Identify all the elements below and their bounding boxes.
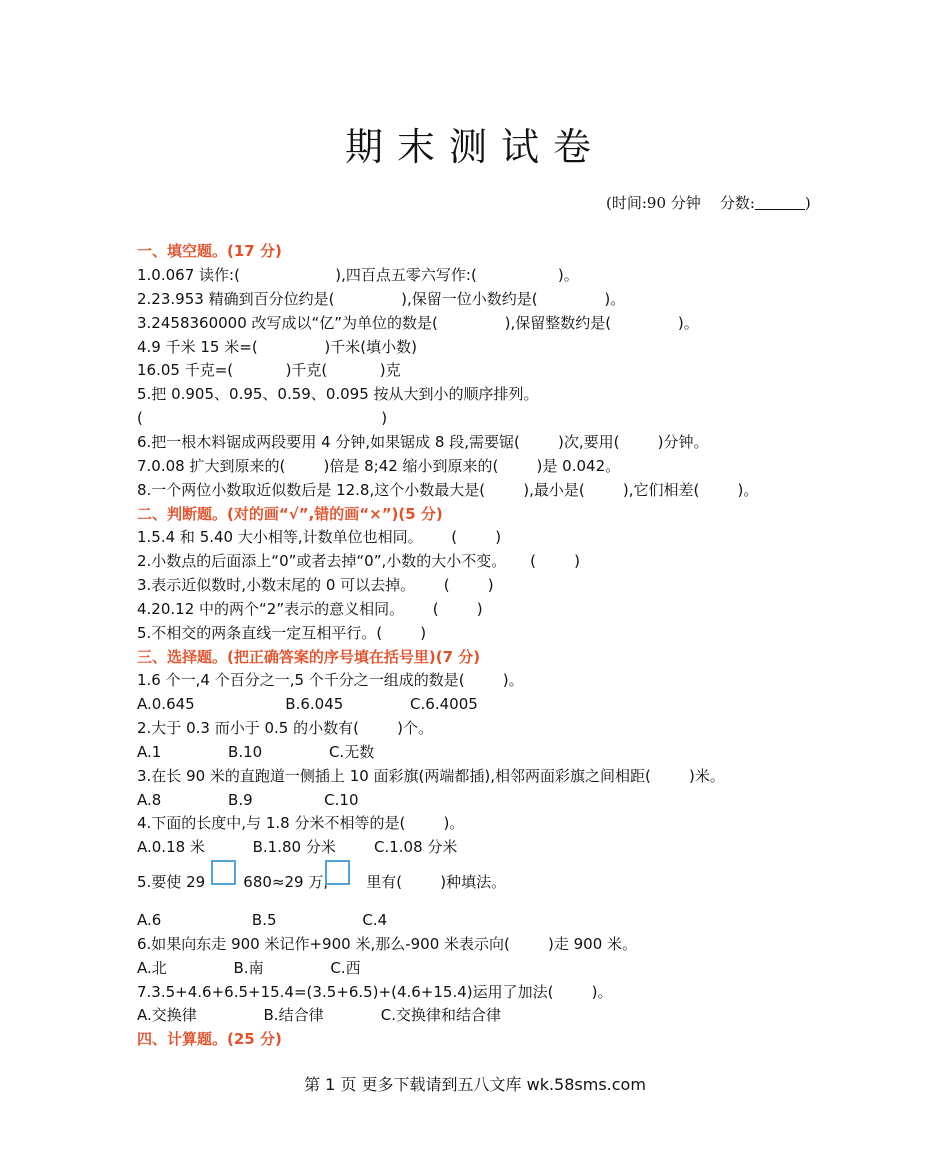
answer-options: A.0.645 B.6.045 C.6.4005 bbox=[137, 695, 478, 713]
section-heading-calc: 四、计算题。(25 分) bbox=[137, 1030, 282, 1048]
answer-options: A.交换律 B.结合律 C.交换律和结合律 bbox=[137, 1006, 502, 1024]
question-line: ( ) bbox=[137, 409, 388, 427]
question-line: 1.5.4 和 5.40 大小相等,计数单位也相同。 ( ) bbox=[137, 528, 502, 546]
page-footer: 第 1 页 更多下载请到五八文库 wk.58sms.com bbox=[304, 1075, 646, 1094]
answer-options: A.1 B.10 C.无数 bbox=[137, 743, 375, 761]
question-line: 4.9 千米 15 米=( )千米(填小数) bbox=[137, 338, 417, 356]
question-line: 7.3.5+4.6+6.5+15.4=(3.5+6.5)+(4.6+15.4)运用了加法( )。 bbox=[137, 983, 613, 1001]
answer-options: A.北 B.南 C.西 bbox=[137, 959, 361, 977]
question-line: 4.下面的长度中,与 1.8 分米不相等的是( )。 bbox=[137, 814, 465, 832]
answer-options: A.0.18 米 B.1.80 分米 C.1.08 分米 bbox=[137, 838, 458, 856]
question-line: 8.一个两位小数取近似数后是 12.8,这个小数最大是( ),最小是( ),它们相差( )。 bbox=[137, 481, 759, 499]
question-line: 7.0.08 扩大到原来的( )倍是 8;42 缩小到原来的( )是 0.042。 bbox=[137, 457, 621, 475]
question-line: 2.小数点的后面添上“0”或者去掉“0”,小数的大小不变。 ( ) bbox=[137, 552, 580, 570]
time-score-close: ) bbox=[804, 194, 811, 212]
question-line: 16.05 千克=( )千克( )克 bbox=[137, 361, 401, 379]
question-line: 5.把 0.905、0.95、0.59、0.095 按从大到小的顺序排列。 bbox=[137, 385, 539, 403]
score-blank[interactable] bbox=[755, 195, 805, 210]
question-line: 3.表示近似数时,小数末尾的 0 可以去掉。 ( ) bbox=[137, 576, 494, 594]
section-heading-judge: 二、判断题。(对的画“√”,错的画“×”)(5 分) bbox=[137, 505, 443, 523]
question-line: 1.0.067 读作:( ),四百点五零六写作:( )。 bbox=[137, 266, 579, 284]
question-line: 2.23.953 精确到百分位约是( ),保留一位小数约是( )。 bbox=[137, 290, 626, 308]
question-line: 1.6 个一,4 个百分之一,5 个千分之一组成的数是( )。 bbox=[137, 671, 524, 689]
question-line: 3.2458360000 改写成以“亿”为单位的数是( ),保留整数约是( )。 bbox=[137, 314, 699, 332]
question-line: 2.大于 0.3 而小于 0.5 的小数有( )个。 bbox=[137, 719, 433, 737]
section-heading-choice: 三、选择题。(把正确答案的序号填在括号里)(7 分) bbox=[137, 648, 481, 666]
section-heading-fill: 一、填空题。(17 分) bbox=[137, 242, 282, 260]
digit-box[interactable] bbox=[211, 860, 236, 885]
question-line: 4.20.12 中的两个“2”表示的意义相同。 ( ) bbox=[137, 600, 483, 618]
digit-box[interactable] bbox=[325, 860, 350, 885]
page-title: 期末测试卷 bbox=[344, 125, 605, 169]
answer-options: A.6 B.5 C.4 bbox=[137, 911, 388, 929]
question-line: 5.不相交的两条直线一定互相平行。( ) bbox=[137, 624, 427, 642]
question-line: 6.如果向东走 900 米记作+900 米,那么-900 米表示向( )走 900 米。 bbox=[137, 935, 638, 953]
time-score-label: (时间:90 分钟 分数: bbox=[606, 194, 755, 212]
answer-options: A.8 B.9 C.10 bbox=[137, 791, 359, 809]
time-score-info bbox=[606, 192, 811, 213]
question-line: 3.在长 90 米的直跑道一侧插上 10 面彩旗(两端都插),相邻两面彩旗之间相距( )米。 bbox=[137, 767, 725, 785]
question-line: 5.要使 29 680≈29 万, 里有( )种填法。 bbox=[137, 873, 507, 891]
question-line: 6.把一根木料锯成两段要用 4 分钟,如果锯成 8 段,需要锯( )次,要用( )分钟。 bbox=[137, 433, 709, 451]
